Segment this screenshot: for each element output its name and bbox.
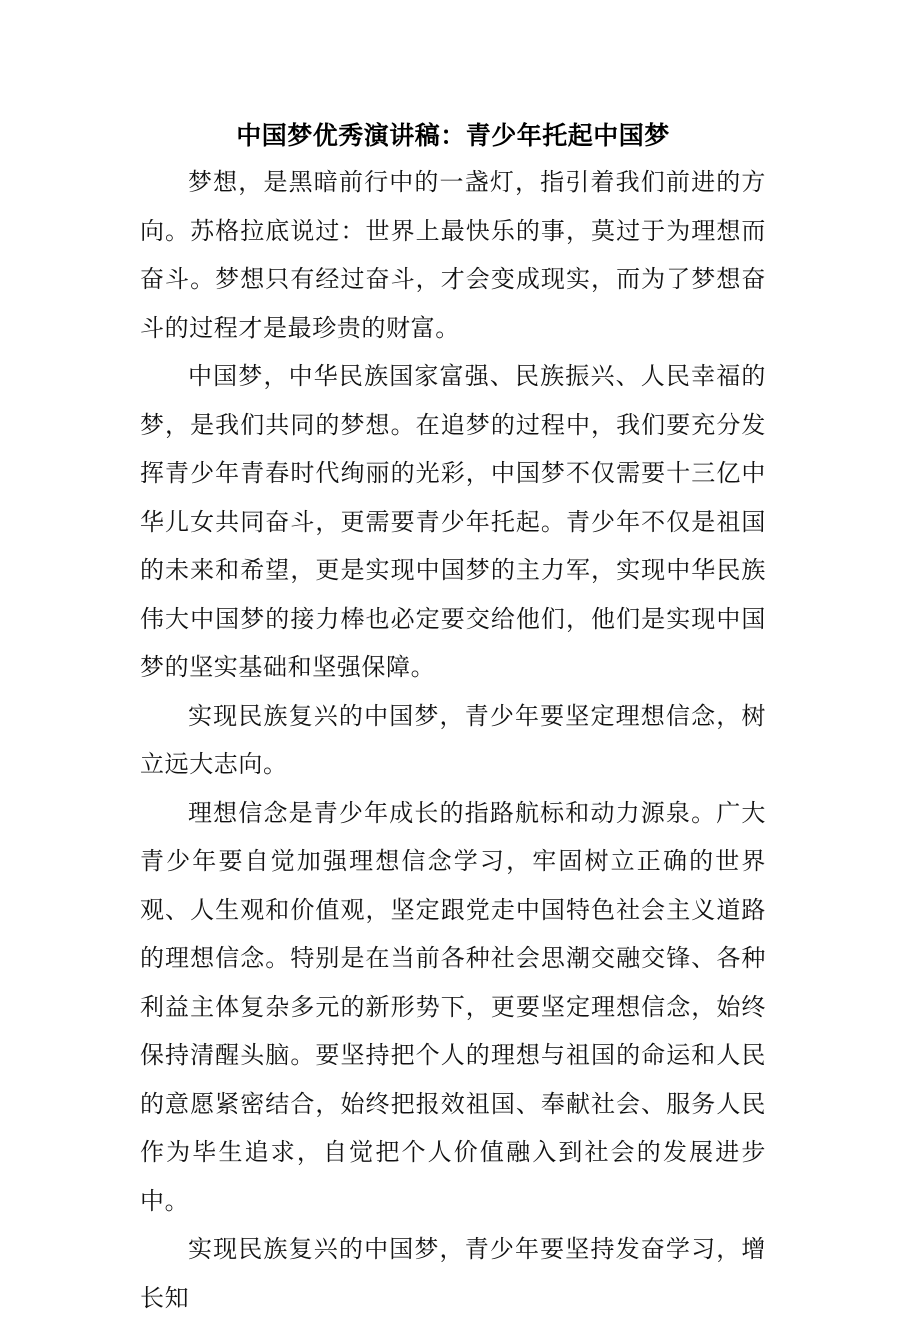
- paragraph-china-dream: 中国梦，中华民族国家富强、民族振兴、人民幸福的梦，是我们共同的梦想。在追梦的过程中，我们要充分发挥青少年青春时代绚丽的光彩，中国梦不仅需要十三亿中华儿女共同奋斗，更需要青少年托起。青少年不仅是祖国的未来和希望，更是实现中国梦的主力军，实现中华民族伟大中国梦的接力棒也必定要交给他们，他们是实现中国梦的坚实基础和坚强保障。: [140, 362, 766, 681]
- paragraph-diligent-study: 实现民族复兴的中国梦，青少年要坚持发奋学习，增长知: [140, 1235, 766, 1312]
- document-title: 中国梦优秀演讲稿：青少年托起中国梦: [236, 121, 670, 150]
- paragraph-ideals-beacon: 理想信念是青少年成长的指路航标和动力源泉。广大青少年要自觉加强理想信念学习，牢固树立正确的世界观、人生观和价值观，坚定跟党走中国特色社会主义道路的理想信念。特别是在当前各种社会思潮交融交锋、各种利益主体复杂多元的新形势下，更要坚定理想信念，始终保持清醒头脑。要坚持把个人的理想与祖国的命运和人民的意愿紧密结合，始终把报效祖国、奉献社会、服务人民作为毕生追求，自觉把个人价值融入到社会的发展进步中。: [140, 798, 766, 1215]
- document-page: [140, 114, 766, 1322]
- paragraph-firm-ideals: 实现民族复兴的中国梦，青少年要坚定理想信念，树立远大志向。: [140, 701, 766, 778]
- paragraph-dream-lamp: 梦想，是黑暗前行中的一盏灯，指引着我们前进的方向。苏格拉底说过：世界上最快乐的事，莫过于为理想而奋斗。梦想只有经过奋斗，才会变成现实，而为了梦想奋斗的过程才是最珍贵的财富。: [140, 168, 766, 342]
